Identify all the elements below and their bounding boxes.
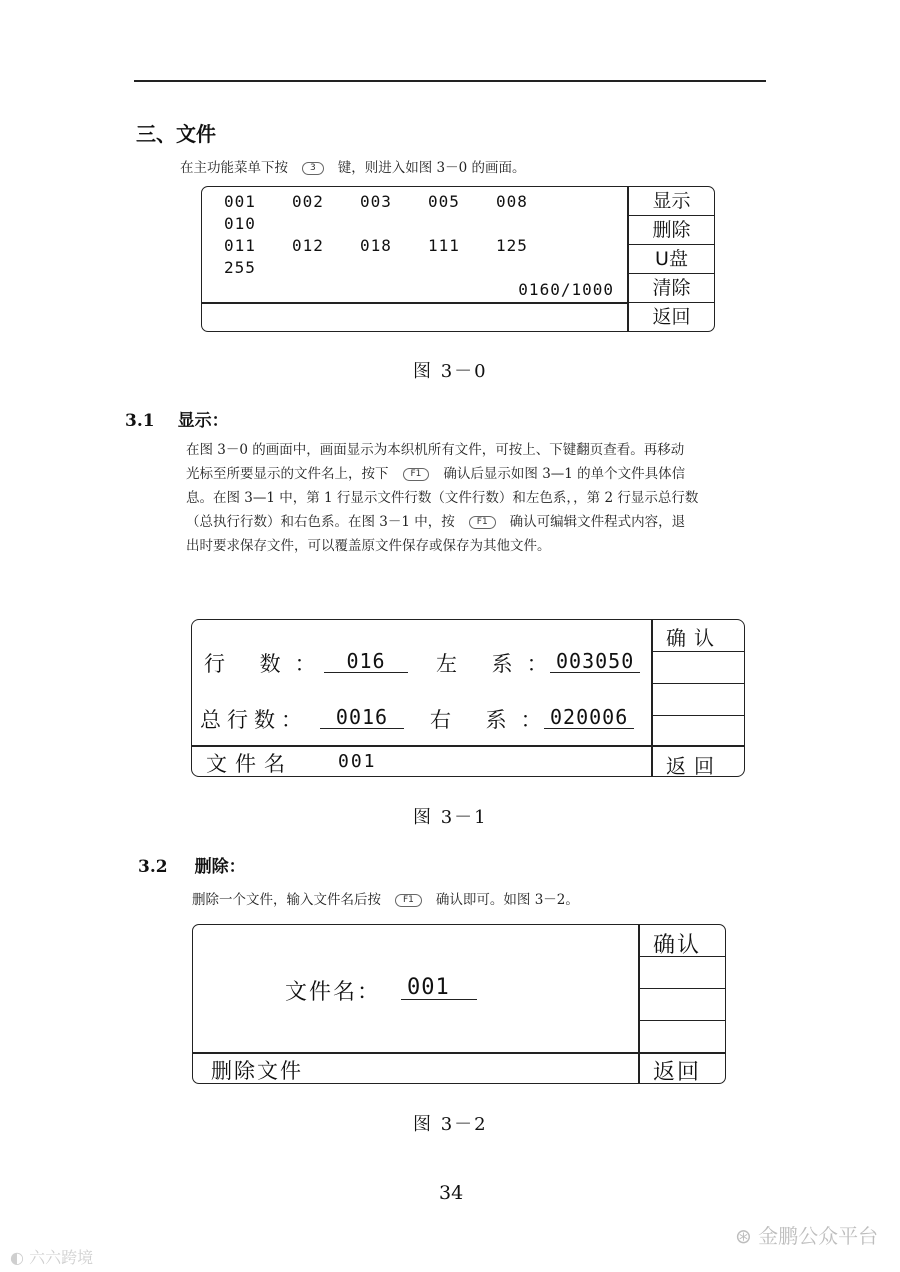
file-item: 005 <box>428 192 460 211</box>
file-item: 111 <box>428 236 460 255</box>
section-3-1-paragraph: 在图 3－0 的画面中，画面显示为本织机所有文件，可按上、下键翻页查看。再移动 光标至所要显示的文件名上，按下 F1 确认后显示如图 3—1 的单个文件具体信 息。在图 3—1 中，第 1 行显示文件行数（文件行数）和左色系，，第 2 行显示总行数 （总执行行数）和右色系。在图 3－1 中，按 F1 确认可编辑文件程式内容，退 出时要求保存文件，可以覆盖原文件保存或保存为其他文件。 <box>186 442 699 554</box>
file-item: 008 <box>496 192 528 211</box>
file-item: 003 <box>360 192 392 211</box>
filename-value: 001 <box>401 977 477 1000</box>
row-count-value: 016 <box>324 650 408 673</box>
file-item: 001 <box>224 192 256 211</box>
key-f1-icon: F1 <box>395 894 422 907</box>
row-count-label: 行 数： <box>204 652 330 676</box>
empty-cell <box>639 957 725 989</box>
key-f1-icon: F1 <box>469 516 496 529</box>
wechat-icon: ⊛ <box>735 1224 752 1248</box>
figure-3-0-screen <box>201 186 715 332</box>
figure-3-2-screen <box>192 924 726 1084</box>
section3-intro: 在主功能菜单下按 3 键，则进入如图 3－0 的画面。 <box>180 160 526 176</box>
watermark-right: ⊛ 金鹏公众平台 <box>735 1224 879 1248</box>
file-list <box>224 191 614 279</box>
confirm-button: 确认 <box>653 933 702 958</box>
section-3-1-heading: 3.1 显示： <box>125 411 229 431</box>
empty-cell <box>652 652 744 684</box>
file-item: 125 <box>496 236 528 255</box>
watermark-left: ◐ 六六跨境 <box>10 1248 94 1267</box>
file-item: 011 <box>224 236 256 255</box>
file-item: 018 <box>360 236 392 255</box>
left-color-label: 左 系： <box>436 652 562 676</box>
figure-caption: 图 3－0 <box>413 361 488 382</box>
clear-button: 清除 <box>629 274 714 303</box>
right-color-value: 020006 <box>544 706 634 729</box>
header-rule <box>134 80 766 82</box>
divider <box>202 302 627 304</box>
empty-cell <box>652 684 744 716</box>
file-item: 002 <box>292 192 324 211</box>
empty-cell <box>639 989 725 1021</box>
back-button: 返回 <box>652 306 691 328</box>
page-number: 34 <box>439 1182 464 1204</box>
filename-value: 001 <box>338 751 377 772</box>
total-rows-label: 总行数： <box>200 708 308 732</box>
figure-caption: 图 3－2 <box>413 1114 488 1135</box>
filename-label: 文件名： <box>285 980 382 1005</box>
figure-caption: 图 3－1 <box>413 807 488 828</box>
logo-icon: ◐ <box>10 1248 24 1267</box>
total-rows-value: 0016 <box>320 706 404 729</box>
key-3-icon: 3 <box>302 162 324 175</box>
file-item: 255 <box>224 258 256 277</box>
right-color-label: 右 系： <box>430 708 556 732</box>
empty-cell <box>652 716 744 745</box>
back-button: 返回 <box>666 754 722 778</box>
file-item: 010 <box>224 214 256 233</box>
figure-3-1-screen <box>191 619 745 777</box>
filename-label: 文件名 <box>206 752 293 776</box>
section-3-2-paragraph: 删除一个文件，输入文件名后按 F1 确认即可。如图 3－2。 <box>192 892 579 908</box>
delete-button: 删除 <box>629 216 714 245</box>
divider <box>193 1052 725 1054</box>
divider <box>192 745 744 747</box>
section-heading: 三、文件 <box>136 122 216 146</box>
file-item: 012 <box>292 236 324 255</box>
usb-button: U盘 <box>629 245 714 274</box>
display-button: 显示 <box>629 187 714 216</box>
back-button: 返回 <box>653 1060 702 1085</box>
delete-file-label: 删除文件 <box>211 1059 303 1083</box>
left-color-value: 003050 <box>550 650 640 673</box>
key-f1-icon: F1 <box>403 468 430 481</box>
confirm-button: 确认 <box>666 626 722 650</box>
file-count: 0160/1000 <box>518 280 614 299</box>
section-3-2-heading: 3.2 删除： <box>138 857 246 877</box>
